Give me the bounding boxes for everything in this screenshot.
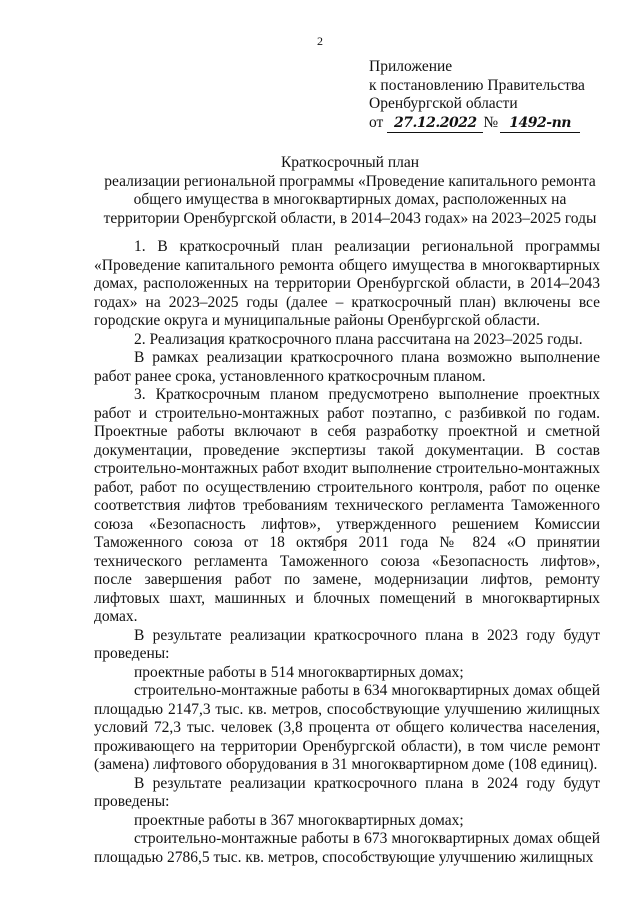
title-line-4: территории Оренбургской области, в 2014–2043 годах» на 2023–2025 годы bbox=[103, 209, 597, 227]
appendix-line-3: Оренбургской области bbox=[369, 95, 518, 112]
handwritten-number: 1492-пп bbox=[500, 114, 580, 134]
title-line-2: реализации региональной программы «Проведение капитального ремонта bbox=[104, 172, 596, 190]
appendix-line-1: Приложение bbox=[369, 58, 453, 75]
paragraph: В результате реализации краткосрочного плана в 2023 году будут проведены: bbox=[94, 626, 600, 662]
paragraph: строительно-монтажные работы в 634 многоквартирных домах общей площадью 2147,3 тыс. кв. метров, способствующие улучшению жилищных условий 72,3 тыс. человек (3,8 процента от общего количества населения, проживающего на территории Оренбургской области), в том числе ремонт (замена) лифтового оборудования в 31 многоквартирном доме (108 единиц). bbox=[94, 682, 600, 773]
paragraph: проектные работы в 367 многоквартирных домах; bbox=[134, 811, 464, 829]
appendix-date-line bbox=[369, 114, 629, 134]
paragraph: В рамках реализации краткосрочного плана возможно выполнение работ ранее срока, установленного краткосрочным планом. bbox=[94, 349, 600, 385]
paragraph: 1. В краткосрочный план реализации региональной программы «Проведение капитального ремонта общего имущества в многоквартирных домах, расположенных на территории Оренбургской области, в 2014–2043 годах» на 2023–2025 годы (далее – краткосрочный план) включены все городские округа и муниципальные районы Оренбургской области. bbox=[94, 238, 600, 329]
page-number: 2 bbox=[317, 34, 323, 48]
title-line-3: общего имущества в многоквартирных домах, расположенных на bbox=[133, 191, 567, 208]
paragraph: строительно-монтажные работы в 673 многоквартирных домах общей площадью 2786,5 тыс. кв. метров, способствующие улучшению жилищных bbox=[94, 830, 600, 866]
appendix-line-2: к постановлению Правительства bbox=[369, 76, 585, 94]
document-body bbox=[94, 238, 600, 867]
date-prefix: от bbox=[369, 113, 384, 131]
paragraph: 2. Реализация краткосрочного плана рассчитана на 2023–2025 годы. bbox=[134, 330, 583, 348]
paragraph: В результате реализации краткосрочного плана в 2024 году будут проведены: bbox=[94, 774, 600, 810]
document-title bbox=[60, 154, 640, 228]
number-sign: № bbox=[483, 113, 499, 131]
title-line-1: Краткосрочный план bbox=[280, 154, 420, 171]
appendix-header bbox=[369, 58, 629, 133]
paragraph: проектные работы в 514 многоквартирных домах; bbox=[134, 663, 464, 681]
handwritten-date: 27.12.2022 bbox=[387, 114, 483, 134]
paragraph: 3. Краткосрочным планом предусмотрено выполнение проектных работ и строительно-монтажных работ поэтапно, с разбивкой по годам. Проектные работы включают в себя разработку проектной и сметной документации, проведение экспертизы такой документации. В состав строительно-монтажных работ входит выполнение строительно-монтажных работ, работ по осуществлению строительного контроля, работ по оценке соответствия лифтов требованиям технического регламента Таможенного союза «Безопасность лифтов», утвержденного решением Комиссии Таможенного союза от 18 октября 2011 года № 824 «О принятии технического регламента Таможенного союза «Безопасность лифтов», после завершения работ по замене, модернизации лифтов, ремонту лифтовых шахт, машинных и блочных помещений в многоквартирных домах. bbox=[94, 386, 600, 625]
